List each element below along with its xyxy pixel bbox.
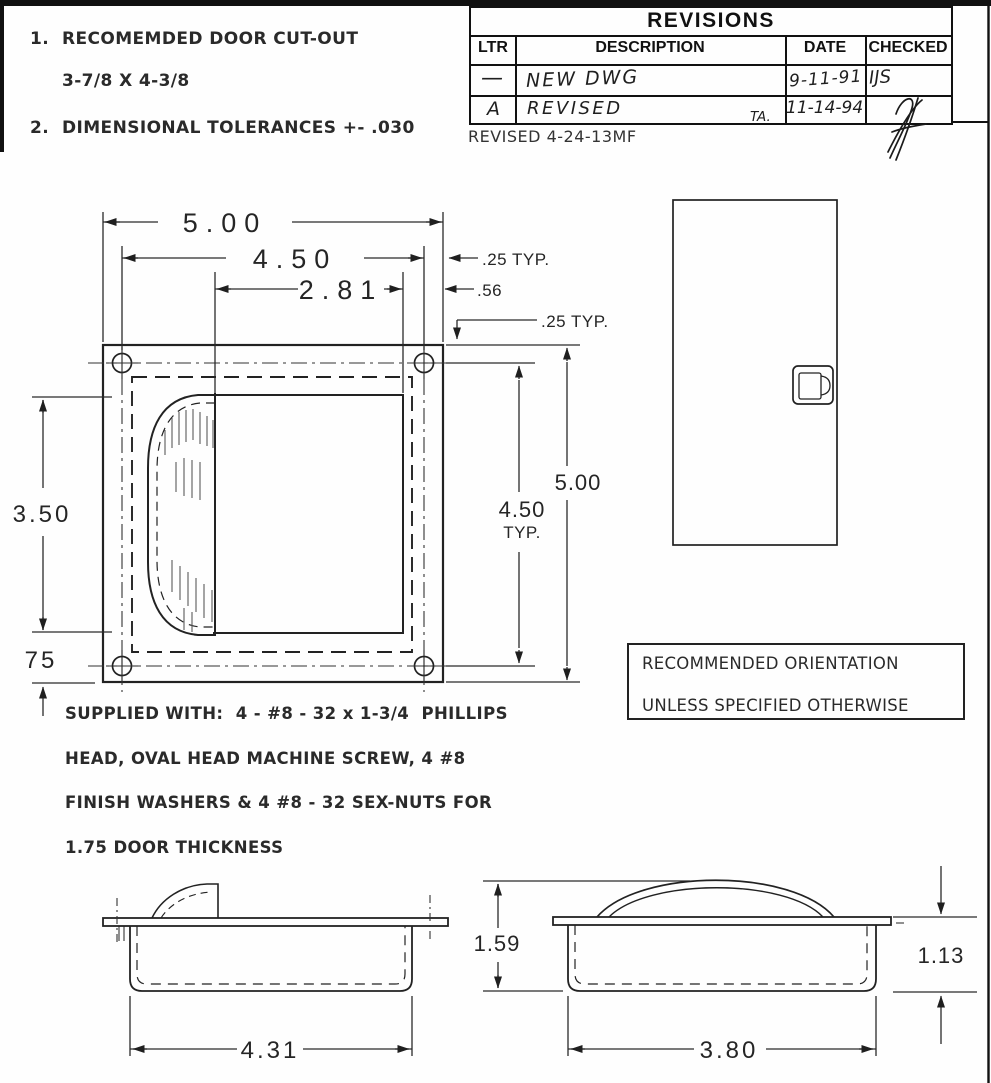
- door-handle-icon: [793, 366, 833, 404]
- door-orientation-view: [673, 200, 837, 545]
- revisions-title: REVISIONS: [471, 8, 951, 37]
- handle-arch-outer: [597, 880, 834, 917]
- signature-scribble: [880, 88, 950, 166]
- grip-hatching: [165, 409, 213, 632]
- tub-section: [568, 925, 876, 991]
- dim-flange-width: 5.00: [182, 208, 268, 238]
- note-door-cutout: RECOMEMDED DOOR CUT-OUT: [62, 29, 359, 49]
- flange-section: [103, 918, 448, 926]
- note-door-cutout-size: 3-7/8 X 4-3/8: [62, 71, 190, 91]
- rev-row1-ltr: —: [481, 66, 503, 91]
- note-tolerances: DIMENSIONAL TOLERANCES +- .030: [62, 118, 415, 138]
- dim-grip-width: 2.81: [298, 275, 384, 305]
- note-1-number: 1.: [30, 29, 50, 49]
- dim-hole-spacing-v-typ: TYP.: [503, 523, 541, 542]
- table-rule: [471, 64, 951, 66]
- rev-row2-description: REVISED: [527, 98, 623, 119]
- supplied-line-4: 1.75 DOOR THICKNESS: [65, 838, 284, 857]
- section-view-right: [553, 880, 904, 991]
- dim-offset-56: .56: [477, 281, 503, 300]
- header-checked: CHECKED: [868, 39, 948, 56]
- section-view-left: [103, 884, 448, 991]
- front-view: [88, 345, 458, 692]
- dim-corner-offset: .25 TYP.: [541, 312, 609, 331]
- handle-arch-inner: [609, 888, 823, 917]
- revision-footnote: REVISED 4-24-13MF: [468, 127, 637, 146]
- grip-pocket: [148, 393, 215, 636]
- recess-rim: [211, 395, 403, 633]
- dim-grip-height: 3.50: [12, 501, 72, 528]
- dim-recess-depth: 1.13: [917, 943, 965, 968]
- dim-flange-height: 5.00: [554, 470, 602, 495]
- dim-right-width: 3.80: [699, 1037, 759, 1064]
- mounting-holes: [106, 347, 440, 682]
- header-ltr: LTR: [478, 39, 508, 56]
- rev-row2-ltr: A: [487, 98, 500, 120]
- header-description: DESCRIPTION: [595, 39, 705, 56]
- rev-row1-checked: IJS: [868, 66, 892, 89]
- rev-row2-date: 11-14-94: [786, 98, 864, 118]
- dim-edge-offset: .25 TYP.: [482, 250, 550, 269]
- rev-row1-date: 9-11-91: [788, 66, 863, 92]
- dim-left-width: 4.31: [240, 1037, 300, 1064]
- cutout-dashed-outline: [132, 377, 412, 652]
- grip-hump-section: [152, 884, 218, 918]
- rev-row1-description: NEW DWG: [525, 66, 640, 92]
- dim-overall-height: 1.59: [473, 931, 521, 956]
- orientation-note-box: [627, 643, 965, 720]
- rev-row2-description-note: TA.: [750, 109, 771, 125]
- note-2-number: 2.: [30, 118, 50, 138]
- table-rule: [471, 95, 951, 97]
- tub-section: [130, 926, 412, 991]
- supplied-line-2: HEAD, OVAL HEAD MACHINE SCREW, 4 #8: [65, 749, 466, 768]
- supplied-line-1: SUPPLIED WITH: 4 - #8 - 32 x 1-3/4 PHILLIPS: [65, 704, 508, 723]
- header-date: DATE: [803, 39, 847, 56]
- supplied-line-3: FINISH WASHERS & 4 #8 - 32 SEX-NUTS FOR: [65, 793, 493, 812]
- dim-bottom-offset: 75: [24, 647, 58, 674]
- flange-section: [553, 917, 891, 925]
- dim-hole-spacing-v: 4.50: [498, 497, 546, 522]
- orientation-line-2: UNLESS SPECIFIED OTHERWISE: [642, 696, 909, 715]
- orientation-line-1: RECOMMENDED ORIENTATION: [642, 654, 899, 673]
- dim-hole-spacing: 4.50: [252, 244, 338, 274]
